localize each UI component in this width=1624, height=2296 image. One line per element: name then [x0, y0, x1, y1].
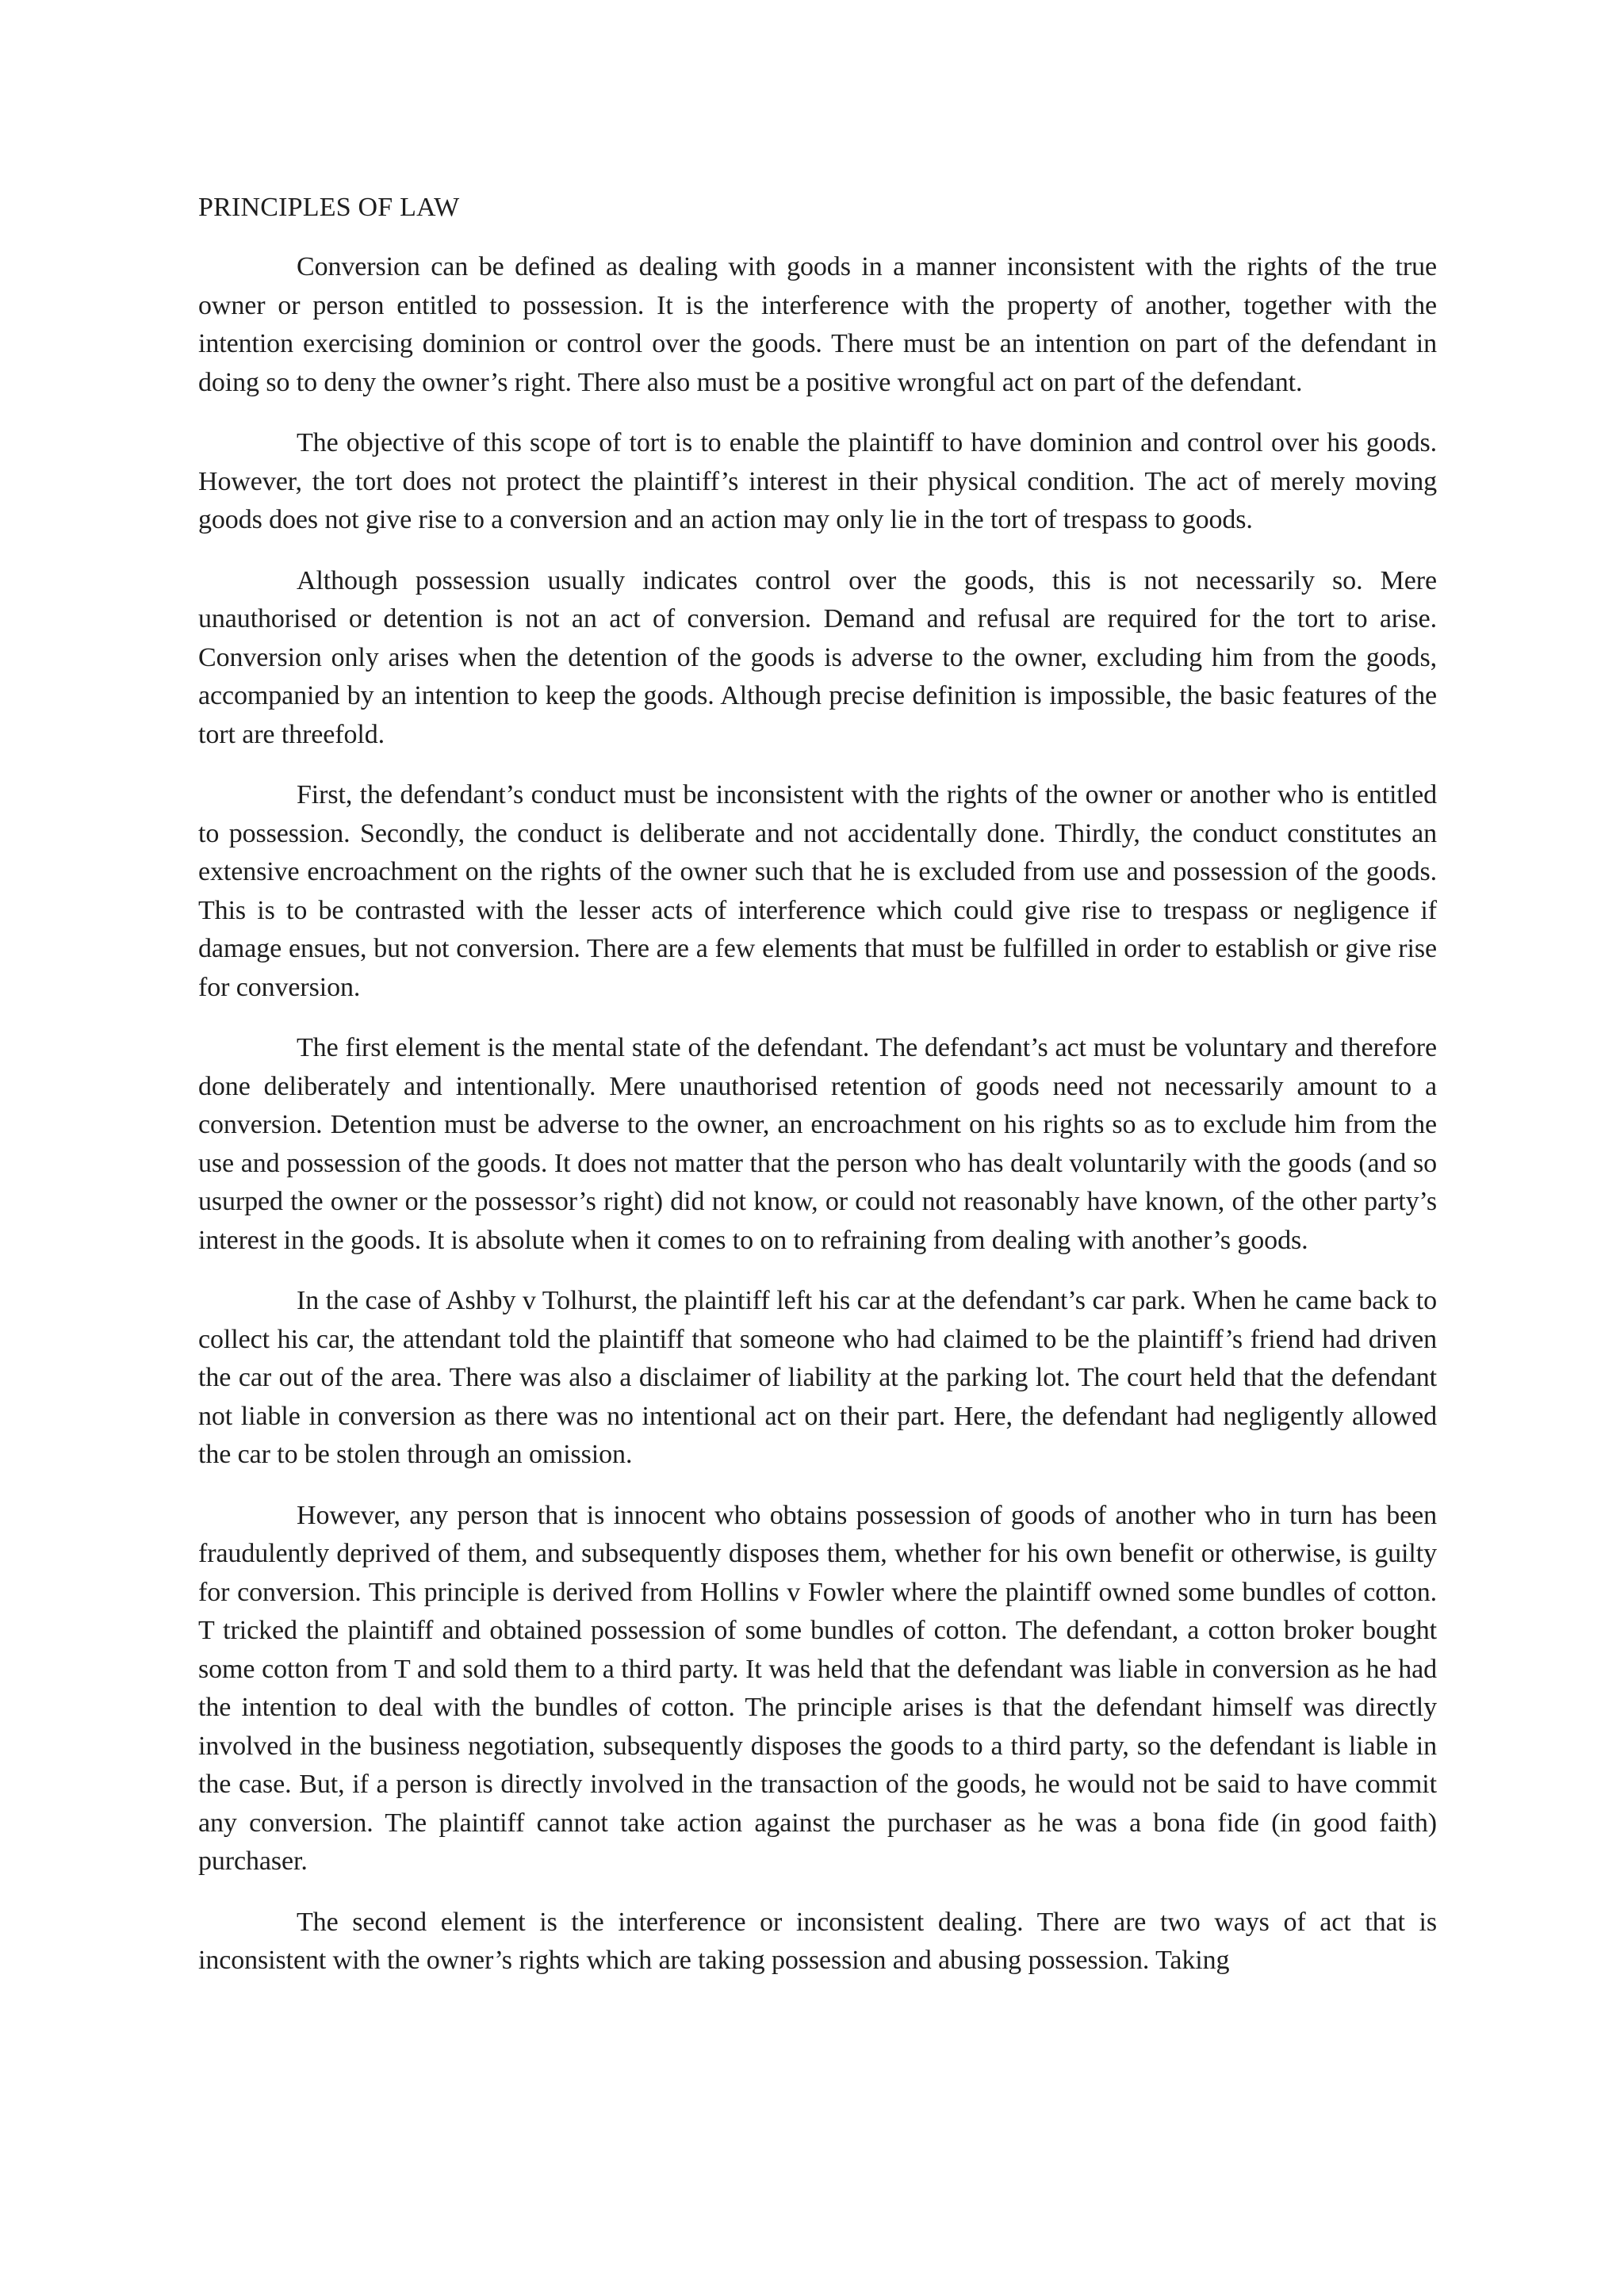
paragraph-first-element: The first element is the mental state of the defendant. The defendant’s act must be voluntary and therefore done deliberately and intentionally. Mere unauthorised retention of goods need not necessarily amount to a conversion. Detention must be adverse to the owner, an encroachment on his rights so as to exclude him from the use and possession of the goods. It does not matter that the person who has dealt voluntarily with the goods (and so usurped the owner or the possessor’s right) did not know, or could not reasonably have known, of the other party’s interest in the goods. It is absolute when it comes to on to refraining from dealing with another’s goods.: [198, 1033, 1437, 1255]
paragraph-objective: The objective of this scope of tort is to enable the plaintiff to have dominion and control over his goods. However, the tort does not protect the plaintiff’s interest in their physical condition. The act of merely moving goods does not give rise to a conversion and an action may only lie in the tort of trespass to goods.: [198, 428, 1437, 534]
paragraph-definition: Conversion can be defined as dealing with goods in a manner inconsistent with the rights of the true owner or person entitled to possession. It is the interference with the property of another, together with the intention exercising dominion or control over the goods. There must be an intention on part of the defendant in doing so to deny the owner’s right. There also must be a positive wrongful act on part of the defendant.: [198, 252, 1437, 397]
paragraph-hollins-case: However, any person that is innocent who obtains possession of goods of another who in turn has been fraudulently deprived of them, and subsequently disposes them, whether for his own benefit or otherwise, is guilty for conversion. This principle is derived from Hollins v Fowler where the plaintiff owned some bundles of cotton. T tricked the plaintiff and obtained possession of some bundles of cotton. The defendant, a cotton broker bought some cotton from T and sold them to a third party. It was held that the defendant was liable in conversion as he had the intention to deal with the bundles of cotton. The principle arises is that the defendant himself was directly involved in the business negotiation, subsequently disposes the goods to a third party, so the defendant is liable in the case. But, if a person is directly involved in the transaction of the goods, he would not be said to have commit any conversion. The plaintiff cannot take action against the purchaser as he was a bona fide (in good faith) purchaser.: [198, 1500, 1437, 1876]
paragraph-features: First, the defendant’s conduct must be inconsistent with the rights of the owner or another who is entitled to possession. Secondly, the conduct is deliberate and not accidentally done. Thirdly, the conduct constitutes an extensive encroachment on the rights of the owner such that he is excluded from use and possession of the goods. This is to be contrasted with the lesser acts of interference which could give rise to trespass or negligence if damage ensues, but not conversion. There are a few elements that must be fulfilled in order to establish or give rise for conversion.: [198, 780, 1437, 1002]
paragraph-ashby-case: In the case of Ashby v Tolhurst, the plaintiff left his car at the defendant’s car park. When he came back to collect his car, the attendant told the plaintiff that someone who had claimed to be the plaintiff’s friend had driven the car out of the area. There was also a disclaimer of liability at the parking lot. The court held that the defendant not liable in conversion as there was no intentional act on their part. Here, the defendant had negligently allowed the car to be stolen through an omission.: [198, 1286, 1437, 1469]
document-page: [198, 189, 1437, 1980]
document-heading: PRINCIPLES OF LAW: [198, 193, 460, 222]
paragraph-possession: Although possession usually indicates control over the goods, this is not necessarily so. Mere unauthorised or detention is not an act of conversion. Demand and refusal are required for the tort to arise. Conversion only arises when the detention of the goods is adverse to the owner, excluding him from the goods, accompanied by an intention to keep the goods. Although precise definition is impossible, the basic features of the tort are threefold.: [198, 565, 1437, 749]
paragraph-second-element: The second element is the interference or inconsistent dealing. There are two ways of act that is inconsistent with the owner’s rights which are taking possession and abusing possession. Taking: [198, 1907, 1437, 1975]
